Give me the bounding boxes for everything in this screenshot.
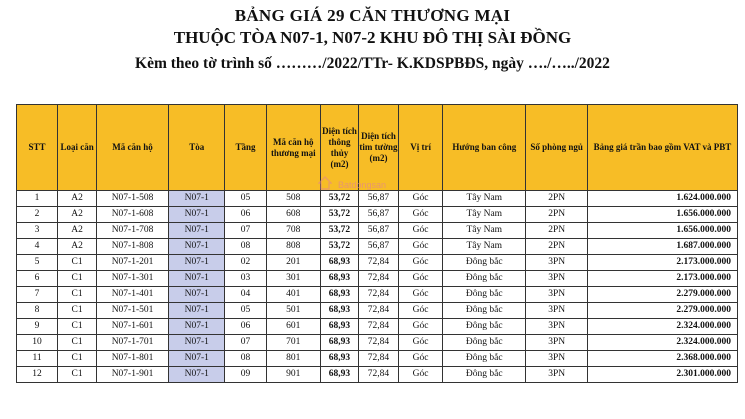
table-cell: 401 [266, 287, 320, 303]
table-cell: 06 [225, 319, 266, 335]
table-cell: C1 [58, 335, 97, 351]
table-cell: 07 [225, 223, 266, 239]
price-table [16, 104, 738, 383]
table-cell: Góc [399, 351, 443, 367]
table-cell: C1 [58, 303, 97, 319]
table-cell: N07-1-601 [97, 319, 169, 335]
table-cell: 08 [225, 239, 266, 255]
column-header: Tòa [168, 105, 224, 191]
table-cell: 68,93 [320, 287, 358, 303]
table-cell: 4 [17, 239, 58, 255]
table-cell: Góc [399, 207, 443, 223]
table-cell: 04 [225, 287, 266, 303]
table-cell: Góc [399, 287, 443, 303]
table-cell: 09 [225, 367, 266, 383]
table-cell: 3PN [526, 271, 588, 287]
table-cell: 2PN [526, 239, 588, 255]
table-row [17, 223, 738, 239]
table-cell: Đông bắc [443, 255, 526, 271]
table-header-row [17, 105, 738, 191]
table-cell: Đông bắc [443, 351, 526, 367]
table-cell: Góc [399, 303, 443, 319]
table-cell: 2 [17, 207, 58, 223]
table-cell: 72,84 [358, 335, 398, 351]
table-cell: 68,93 [320, 319, 358, 335]
table-cell: 3PN [526, 367, 588, 383]
table-cell: 68,93 [320, 303, 358, 319]
table-cell: 608 [266, 207, 320, 223]
table-cell: 808 [266, 239, 320, 255]
table-cell: N07-1 [168, 287, 224, 303]
table-cell: N07-1 [168, 367, 224, 383]
table-cell: 6 [17, 271, 58, 287]
table-cell: C1 [58, 351, 97, 367]
table-cell: N07-1 [168, 303, 224, 319]
table-cell: 2.301.000.000 [587, 367, 737, 383]
table-cell: Tây Nam [443, 223, 526, 239]
table-cell: N07-1 [168, 351, 224, 367]
table-cell: 2.173.000.000 [587, 255, 737, 271]
table-cell: Góc [399, 223, 443, 239]
table-cell: 03 [225, 271, 266, 287]
table-cell: N07-1-301 [97, 271, 169, 287]
column-header: Vị trí [399, 105, 443, 191]
column-header: Hướng ban công [443, 105, 526, 191]
table-cell: Góc [399, 239, 443, 255]
table-cell: A2 [58, 191, 97, 207]
column-header: Diện tích tim tường (m2) [358, 105, 398, 191]
table-cell: N07-1-508 [97, 191, 169, 207]
table-cell: N07-1-608 [97, 207, 169, 223]
table-cell: 7 [17, 287, 58, 303]
table-cell: 2PN [526, 191, 588, 207]
column-header: Tầng [225, 105, 266, 191]
table-cell: 3PN [526, 255, 588, 271]
table-cell: 2.324.000.000 [587, 335, 737, 351]
table-cell: Góc [399, 335, 443, 351]
table-cell: 05 [225, 191, 266, 207]
table-cell: N07-1 [168, 239, 224, 255]
table-cell: 72,84 [358, 303, 398, 319]
table-cell: 56,87 [358, 191, 398, 207]
table-cell: N07-1-808 [97, 239, 169, 255]
table-cell: 06 [225, 207, 266, 223]
watermark-text: Batdongsan [338, 180, 387, 190]
column-header: Bảng giá trần bao gồm VAT và PBT [587, 105, 737, 191]
table-cell: C1 [58, 287, 97, 303]
table-cell: 2PN [526, 223, 588, 239]
table-row [17, 319, 738, 335]
table-cell: Đông bắc [443, 319, 526, 335]
table-cell: N07-1 [168, 207, 224, 223]
table-cell: 708 [266, 223, 320, 239]
document-reference-line: Kèm theo tờ trình số ………/2022/TTr- K.KDSPBĐS, ngày …./…../2022 [135, 55, 610, 72]
table-cell: C1 [58, 319, 97, 335]
table-cell: C1 [58, 367, 97, 383]
table-cell: 1 [17, 191, 58, 207]
table-cell: 1.687.000.000 [587, 239, 737, 255]
table-cell: Tây Nam [443, 239, 526, 255]
table-cell: 05 [225, 303, 266, 319]
table-cell: C1 [58, 255, 97, 271]
table-row [17, 239, 738, 255]
table-cell: 11 [17, 351, 58, 367]
table-cell: 8 [17, 303, 58, 319]
table-cell: 56,87 [358, 239, 398, 255]
table-cell: A2 [58, 223, 97, 239]
table-cell: 1.656.000.000 [587, 207, 737, 223]
table-cell: 2PN [526, 207, 588, 223]
column-header: Diện tích thông thủy (m2) [320, 105, 358, 191]
column-header: Mã căn hộ [97, 105, 169, 191]
table-cell: 901 [266, 367, 320, 383]
document-subtitle: THUỘC TÒA N07-1, N07-2 KHU ĐÔ THỊ SÀI ĐỒNG [173, 28, 572, 47]
table-cell: N07-1-901 [97, 367, 169, 383]
table-cell: 2.324.000.000 [587, 319, 737, 335]
table-cell: 68,93 [320, 335, 358, 351]
table-cell: N07-1-401 [97, 287, 169, 303]
table-cell: 53,72 [320, 239, 358, 255]
table-cell: 1.656.000.000 [587, 223, 737, 239]
table-cell: Góc [399, 319, 443, 335]
column-header: Loại căn [58, 105, 97, 191]
table-cell: 68,93 [320, 255, 358, 271]
table-cell: 72,84 [358, 319, 398, 335]
table-cell: N07-1 [168, 223, 224, 239]
table-cell: Góc [399, 255, 443, 271]
column-header: STT [17, 105, 58, 191]
document-title: BẢNG GIÁ 29 CĂN THƯƠNG MẠI [234, 6, 511, 25]
table-cell: 508 [266, 191, 320, 207]
table-cell: Đông bắc [443, 303, 526, 319]
table-cell: A2 [58, 239, 97, 255]
table-cell: N07-1-708 [97, 223, 169, 239]
table-cell: N07-1 [168, 335, 224, 351]
table-cell: N07-1-201 [97, 255, 169, 271]
table-cell: 801 [266, 351, 320, 367]
table-cell: 501 [266, 303, 320, 319]
table-cell: N07-1 [168, 255, 224, 271]
table-cell: 3PN [526, 319, 588, 335]
table-cell: 3PN [526, 335, 588, 351]
table-cell: 3 [17, 223, 58, 239]
table-cell: N07-1-801 [97, 351, 169, 367]
table-cell: 201 [266, 255, 320, 271]
table-cell: C1 [58, 271, 97, 287]
table-cell: 72,84 [358, 367, 398, 383]
table-row [17, 271, 738, 287]
table-cell: 53,72 [320, 191, 358, 207]
table-cell: 72,84 [358, 271, 398, 287]
table-cell: Tây Nam [443, 191, 526, 207]
table-row [17, 351, 738, 367]
table-cell: Tây Nam [443, 207, 526, 223]
table-cell: N07-1 [168, 319, 224, 335]
table-cell: 72,84 [358, 287, 398, 303]
table-cell: 56,87 [358, 207, 398, 223]
table-cell: N07-1 [168, 191, 224, 207]
table-cell: 72,84 [358, 255, 398, 271]
table-cell: Đông bắc [443, 287, 526, 303]
house-logo-icon [318, 176, 332, 190]
table-cell: A2 [58, 207, 97, 223]
table-row [17, 335, 738, 351]
table-cell: 07 [225, 335, 266, 351]
table-cell: 68,93 [320, 271, 358, 287]
table-cell: N07-1-501 [97, 303, 169, 319]
table-cell: 68,93 [320, 367, 358, 383]
table-row [17, 255, 738, 271]
table-cell: 53,72 [320, 223, 358, 239]
table-cell: 56,87 [358, 223, 398, 239]
table-cell: 3PN [526, 303, 588, 319]
column-header: Số phòng ngủ [526, 105, 588, 191]
table-cell: 12 [17, 367, 58, 383]
table-cell: Góc [399, 367, 443, 383]
table-cell: 02 [225, 255, 266, 271]
table-cell: 1.624.000.000 [587, 191, 737, 207]
table-cell: 2.368.000.000 [587, 351, 737, 367]
table-row [17, 367, 738, 383]
table-cell: 2.279.000.000 [587, 287, 737, 303]
table-cell: N07-1-701 [97, 335, 169, 351]
table-cell: N07-1 [168, 271, 224, 287]
table-cell: 53,72 [320, 207, 358, 223]
table-row [17, 303, 738, 319]
table-cell: 08 [225, 351, 266, 367]
table-cell: Đông bắc [443, 367, 526, 383]
table-cell: Góc [399, 191, 443, 207]
table-cell: Góc [399, 271, 443, 287]
table-cell: 601 [266, 319, 320, 335]
table-cell: 10 [17, 335, 58, 351]
column-header: Mã căn hộ thương mại [266, 105, 320, 191]
table-cell: 3PN [526, 287, 588, 303]
table-row [17, 191, 738, 207]
table-cell: Đông bắc [443, 335, 526, 351]
table-cell: 701 [266, 335, 320, 351]
table-cell: 9 [17, 319, 58, 335]
table-cell: 5 [17, 255, 58, 271]
table-cell: 68,93 [320, 351, 358, 367]
table-cell: 2.173.000.000 [587, 271, 737, 287]
table-row [17, 287, 738, 303]
table-cell: 2.279.000.000 [587, 303, 737, 319]
table-cell: 3PN [526, 351, 588, 367]
table-cell: Đông bắc [443, 271, 526, 287]
table-cell: 72,84 [358, 351, 398, 367]
table-cell: 301 [266, 271, 320, 287]
table-row [17, 207, 738, 223]
